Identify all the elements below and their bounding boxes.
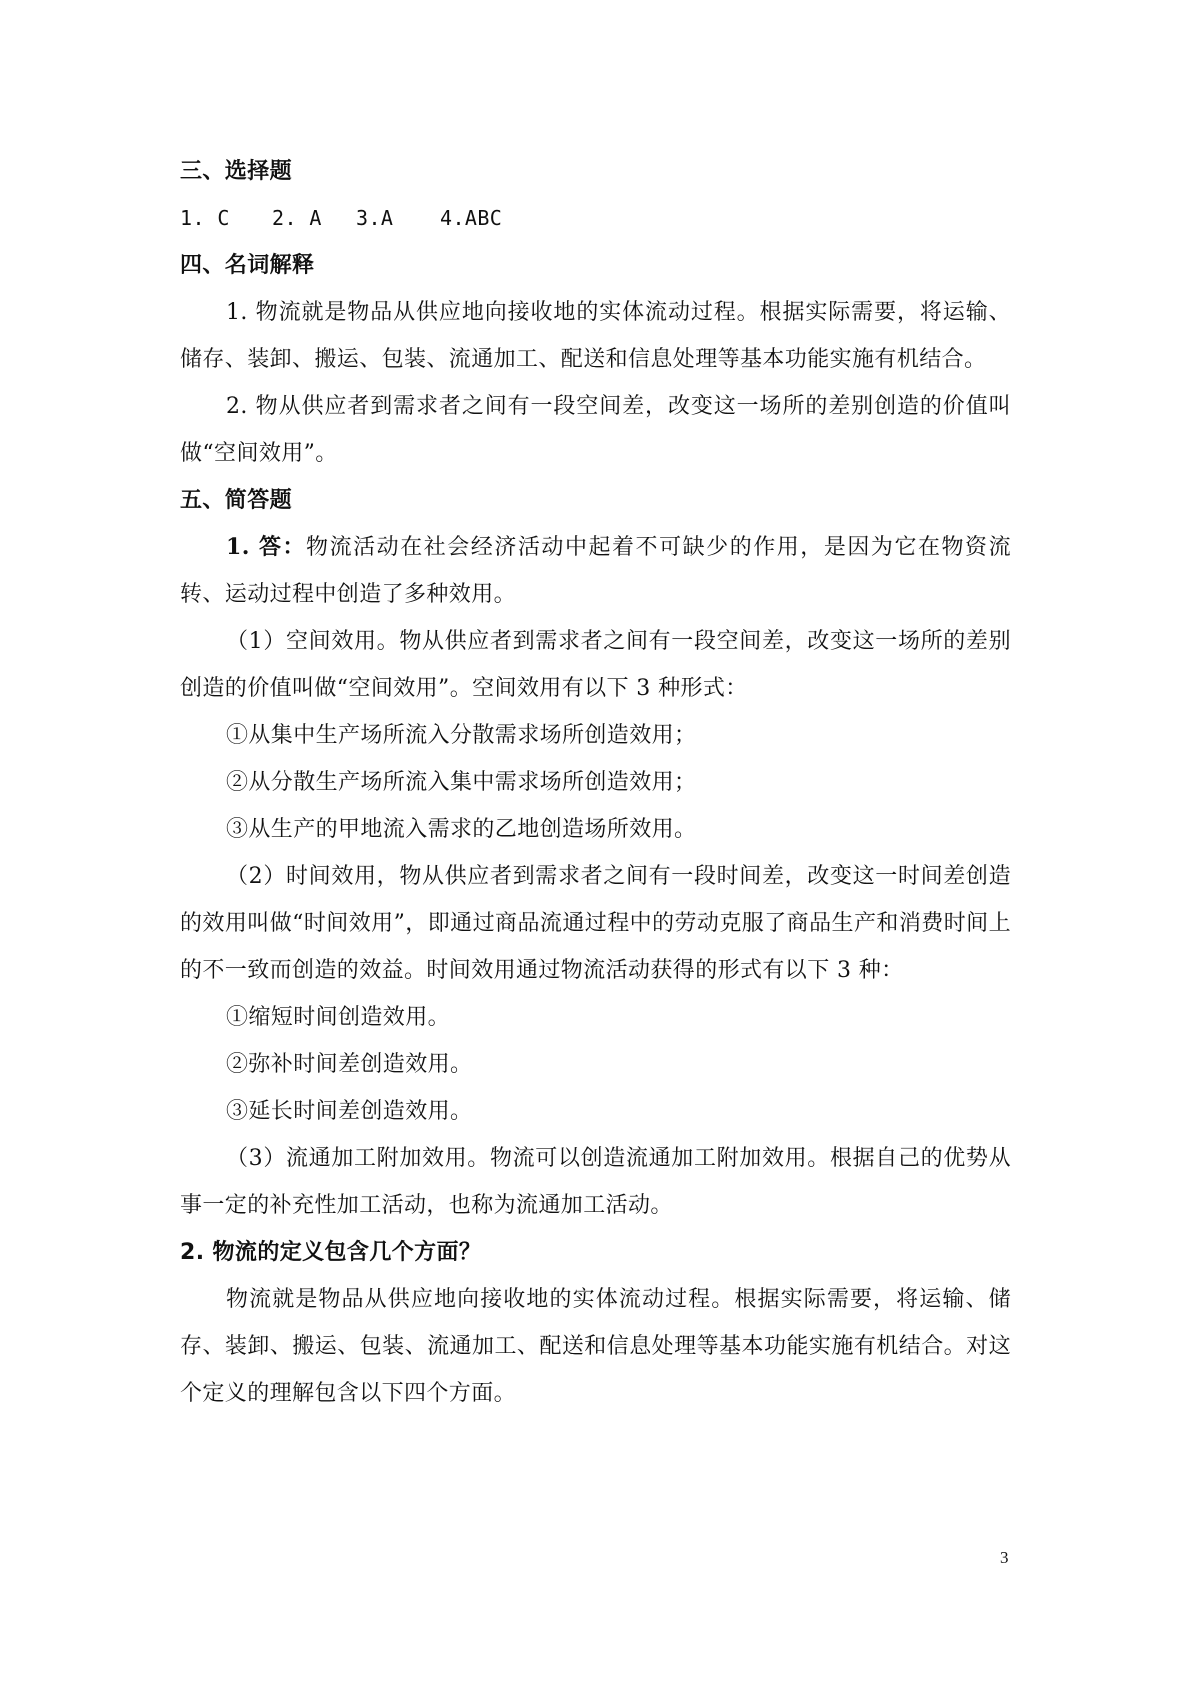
question-2-answer: 物流就是物品从供应地向接收地的实体流动过程。根据实际需要，将运输、储存、装卸、搬运、包装、流通加工、配送和信息处理等基本功能实施有机结合。对这个定义的理解包含以下四个方面。 (180, 1287, 1011, 1406)
question-2-heading: 2. 物流的定义包含几个方面？ (180, 1240, 482, 1265)
space-utility-item-3: ③从生产的甲地流入需求的乙地创造场所效用。 (226, 817, 697, 842)
section-heading-choice: 三、选择题 (180, 159, 293, 184)
answer-1-text: 物流活动在社会经济活动中起着不可缺少的作用，是因为它在物资流转、运动过程中创造了多种效用。 (180, 535, 1011, 607)
answer-1-lead: 1. 答： (226, 534, 307, 560)
section-heading-short-answer: 五、简答题 (180, 488, 293, 513)
section-heading-terms: 四、名词解释 (180, 253, 315, 278)
time-utility-item-1: ①缩短时间创造效用。 (226, 1005, 451, 1030)
time-utility-item-2: ②弥补时间差创造效用。 (226, 1052, 473, 1077)
time-utility-paragraph: （2）时间效用，物从供应者到需求者之间有一段时间差，改变这一时间差创造的效用叫做“时间效用”，即通过商品流通过程中的劳动克服了商品生产和消费时间上的不一致而创造的效益。时间效用通过物流活动获得的形式有以下 3 种： (180, 864, 1011, 983)
term-definition-2: 2. 物从供应者到需求者之间有一段空间差，改变这一场所的差别创造的价值叫做“空间效用”。 (180, 394, 1011, 466)
choice-answer-3: 3.A (356, 206, 394, 230)
choice-answer-1: 1. C (180, 206, 230, 230)
choice-answer-4: 4.ABC (440, 206, 503, 230)
page-content (180, 148, 1011, 1417)
term-definition-1: 1. 物流就是物品从供应地向接收地的实体流动过程。根据实际需要，将运输、储存、装卸、搬运、包装、流通加工、配送和信息处理等基本功能实施有机结合。 (180, 300, 1011, 372)
space-utility-item-1: ①从集中生产场所流入分散需求场所创造效用； (226, 723, 697, 748)
processing-utility-paragraph: （3）流通加工附加效用。物流可以创造流通加工附加效用。根据自己的优势从事一定的补充性加工活动，也称为流通加工活动。 (180, 1146, 1011, 1218)
page-number: 3 (1000, 1548, 1009, 1567)
choice-answers (180, 195, 1011, 242)
answer-1-intro (180, 524, 1011, 618)
time-utility-item-3: ③延长时间差创造效用。 (226, 1099, 473, 1124)
space-utility-item-2: ②从分散生产场所流入集中需求场所创造效用； (226, 770, 697, 795)
space-utility-paragraph: （1）空间效用。物从供应者到需求者之间有一段空间差，改变这一场所的差别创造的价值叫做“空间效用”。空间效用有以下 3 种形式： (180, 629, 1011, 701)
choice-answer-2: 2. A (272, 206, 322, 230)
